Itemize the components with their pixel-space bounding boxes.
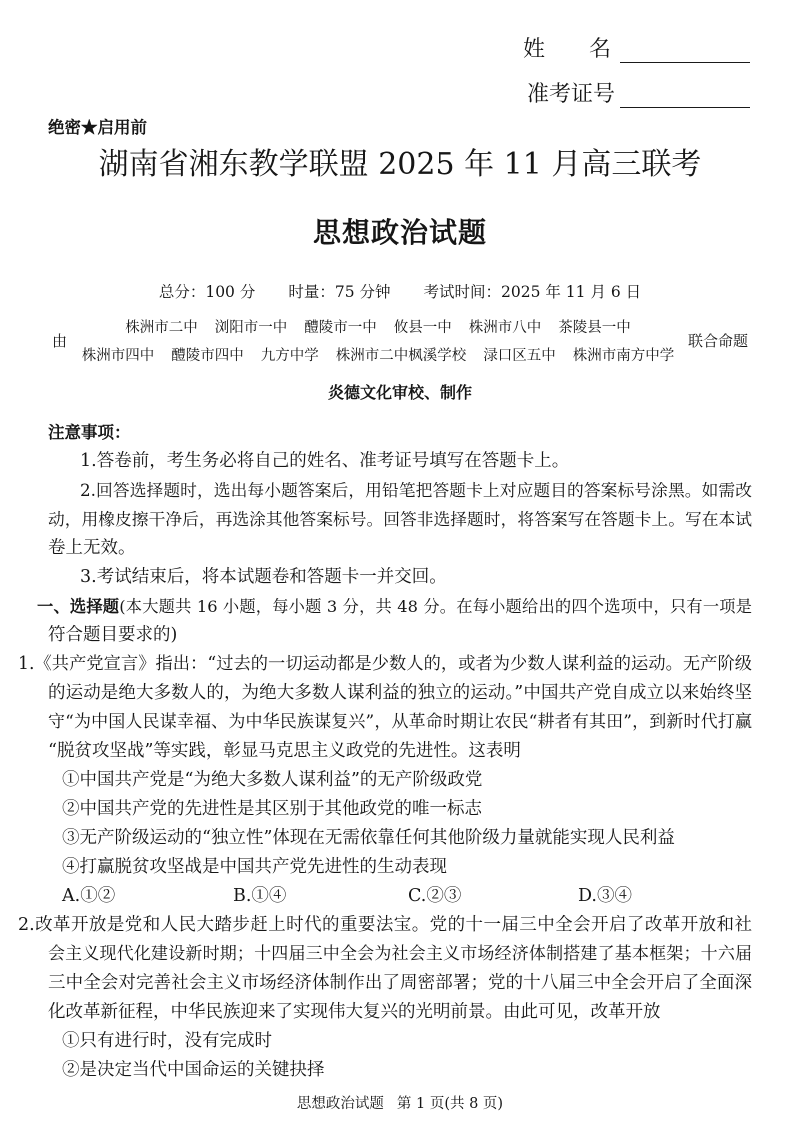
question-stem-line: “脱贫攻坚战”等实践，彰显马克思主义政党的先进性。这表明: [48, 741, 521, 761]
name-label: 姓 名: [523, 37, 612, 62]
note-item-2-cont: [0, 534, 800, 563]
school-name: 醴陵市四中: [171, 348, 244, 364]
name-blank-field[interactable]: [620, 40, 750, 63]
question-1-stem: [0, 708, 800, 737]
question-stem-line: 的运动是绝大多数人的，为绝大多数人谋利益的独立的运动。”中国共产党自成立以来始终坚: [48, 683, 752, 703]
exam-id-label: 准考证号: [527, 82, 616, 107]
schools-row-2: [72, 346, 684, 366]
question-2-stem: [0, 940, 800, 969]
question-1-stem: [0, 737, 800, 766]
statement: ③无产阶级运动的“独立性”体现在无需依靠任何其他阶级力量就能实现人民利益: [62, 828, 675, 848]
statement: ①只有进行时，没有完成时: [62, 1031, 272, 1051]
note-line: 1.答卷前，考生务必将自己的姓名、准考证号填写在答题卡上。: [80, 451, 570, 471]
section-heading-cont: [0, 621, 800, 650]
producer-credit: 炎德文化审校、制作: [327, 383, 472, 402]
notes-heading: 注意事项：: [48, 423, 131, 442]
school-name: 株洲市二中枫溪学校: [335, 348, 467, 364]
note-line: 3.考试结束后，将本试题卷和答题卡一并交回。: [80, 567, 447, 587]
exam-body: [0, 418, 800, 1085]
footer-page-number: 第 1 页(共 8 页): [396, 1096, 504, 1112]
statement: ④打赢脱贫攻坚战是中国共产党先进性的生动表现: [62, 857, 447, 877]
subject-title: 思想政治试题: [312, 216, 487, 249]
total-score: 总分：100 分: [158, 283, 256, 301]
question-1-statement: [0, 853, 800, 882]
question-2-stem: [0, 998, 800, 1027]
section-heading-line: [0, 592, 800, 621]
choice-d: D.③④: [578, 886, 632, 906]
exam-title: 湖南省湘东教学联盟 2025 年 11 月高三联考: [98, 147, 702, 182]
school-name: 九方中学: [260, 348, 319, 364]
note-item-3: [0, 563, 800, 592]
question-1-choices: [0, 882, 800, 911]
exam-info-line: [0, 281, 800, 303]
question-stem-line: 1.《共产党宣言》指出：“过去的一切运动都是少数人的，或者为少数人谋利益的运动。无产阶级: [18, 654, 752, 674]
page-footer: [0, 1094, 800, 1114]
question-1-statement: [0, 795, 800, 824]
duration: 时量：75 分钟: [288, 283, 391, 301]
section-heading: [37, 592, 752, 621]
choice-b: B.①④: [233, 886, 287, 906]
note-item-1: [0, 447, 800, 476]
question-stem-line: 2.改革开放是党和人民大踏步赶上时代的重要法宝。党的十一届三中全会开启了改革开放和社: [18, 915, 752, 935]
note-line: 卷上无效。: [48, 538, 136, 558]
footer-subject: 思想政治试题: [296, 1096, 384, 1112]
note-item-2: [0, 476, 800, 505]
question-1-statement: [0, 766, 800, 795]
school-name: 株洲市八中: [468, 320, 542, 336]
note-item-2-cont: [0, 505, 800, 534]
statement: ②中国共产党的先进性是其区别于其他政党的唯一标志: [62, 799, 482, 819]
school-name: 株洲市南方中学: [572, 348, 675, 364]
schools-row-1: [72, 318, 684, 338]
school-name: 渌口区五中: [483, 348, 556, 364]
question-2-statement: [0, 1027, 800, 1056]
school-name: 醴陵市一中: [304, 320, 377, 336]
section-description: (本大题共 16 小题，每小题 3 分，共 48 分。在每小题给出的四个选项中，只有一项是: [119, 597, 752, 616]
choice-c: C.②③: [408, 886, 462, 906]
school-name: 株洲市二中: [125, 320, 198, 336]
section-description: 符合题目要求的): [48, 625, 178, 645]
question-2-stem: [0, 969, 800, 998]
school-name: 浏阳市一中: [214, 320, 288, 336]
question-stem-line: 守“为中国人民谋幸福、为中华民族谋复兴”，从革命时期让农民“耕者有其田”，到新时代打赢: [48, 712, 752, 732]
question-2-stem: [0, 911, 800, 940]
question-1-statement: [0, 824, 800, 853]
section-label: 一、选择题: [37, 597, 120, 616]
school-name: 茶陵县一中: [558, 320, 631, 336]
choice-a: A.①②: [62, 886, 116, 906]
note-line: 动，用橡皮擦干净后，再选涂其他答案标号。回答非选择题时，将答案写在答题卡上。写在本试: [48, 509, 752, 529]
authors-suffix: 联合命题: [688, 332, 749, 350]
confidential-mark: 绝密★启用前: [48, 118, 147, 137]
statement: ②是决定当代中国命运的关键抉择: [62, 1060, 325, 1080]
question-1-stem: [0, 679, 800, 708]
notes-heading-line: [0, 418, 800, 447]
authors-prefix: 由: [52, 332, 68, 350]
question-stem-line: 三中全会对完善社会主义市场经济体制作出了周密部署；党的十八届三中全会开启了全面深: [48, 973, 752, 993]
question-2-statement: [0, 1056, 800, 1085]
exam-time: 考试时间：2025 年 11 月 6 日: [423, 283, 642, 301]
question-stem-line: 化改革新征程，中华民族迎来了实现伟大复兴的光明前景。由此可见，改革开放: [48, 1002, 661, 1022]
school-name: 攸县一中: [393, 320, 452, 336]
exam-id-blank-field[interactable]: [620, 85, 750, 108]
question-stem-line: 会主义现代化建设新时期；十四届三中全会为社会主义市场经济体制搭建了基本框架；十六届: [48, 944, 752, 964]
question-1-stem: [0, 650, 800, 679]
note-line: 2.回答选择题时，选出每小题答案后，用铅笔把答题卡上对应题目的答案标号涂黑。如需改: [80, 480, 752, 500]
statement: ①中国共产党是“为绝大多数人谋利益”的无产阶级政党: [62, 770, 483, 790]
school-name: 株洲市四中: [81, 348, 155, 364]
